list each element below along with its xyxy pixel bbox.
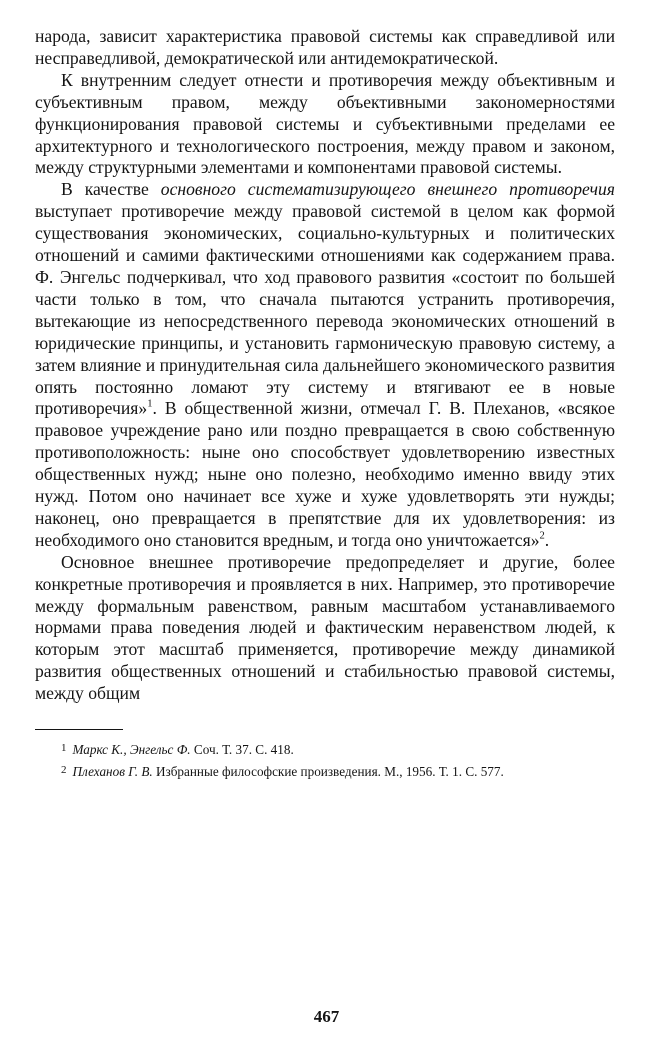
paragraph-4: Основное внешнее противоречие предопределяет и другие, более конкретные противоречия и проявляется в них. Например, это противоречие между формальным равенством, равным масштабом устанавливаемого нормами права поведения людей и фактическим неравенством людей, к которым этот масштаб применяется, противоречие между динамикой развития общественных отношений и стабильностью правовой системы, между общим xyxy=(35,551,615,704)
footnote-1-number: 1 xyxy=(61,742,67,755)
footnote-1-text: Соч. Т. 37. С. 418. xyxy=(190,742,294,758)
paragraph-3-end: . xyxy=(544,529,550,550)
footnote-1 xyxy=(35,740,615,758)
page-number: 467 xyxy=(313,1007,340,1026)
footnotes xyxy=(35,740,615,780)
footnote-divider xyxy=(35,729,123,730)
paragraph-3-text-b: . В общественной жизни, отмечал Г. В. Плеханов, «всякое правовое учреждение рано или поздно превращается в свою собственную противоположность: ныне оно способствует удовлетворению известных общественных нужд; ныне оно полезно, необходимо именно ввиду этих нужд. Потом оно начинает все хуже и хуже удовлетворять эти нужды; наконец, оно превращается в препятствие для их удовлетворения: из необходимого оно становится вредным, и тогда оно уничтожается» xyxy=(35,398,615,550)
paragraph-2: К внутренним следует отнести и противоречия между объективным и субъективным правом, между объективными закономерностями функционирования правовой системы и субъективными пределами ее архитектурного и технологического построения, между правом и законом, между структурными элементами и компонентами правовой системы. xyxy=(35,69,615,178)
footnote-2-author: Плеханов Г. В. xyxy=(72,764,153,780)
footnote-2-text: Избранные философские произведения. М., 1956. Т. 1. С. 577. xyxy=(152,764,504,780)
paragraph-3-emphasis: основного систематизирующего внешнего противоречия xyxy=(160,179,615,200)
footnote-ref-1: 1 xyxy=(147,399,153,411)
paragraph-3-text-a: выступает противоречие между правовой системой в целом как формой существования экономических, социально-культурных и политических отношений и самими фактическими отношениями как содержанием права. Ф. Энгельс подчеркивал, что ход правового развития «состоит по большей части только в том, что сначала пытаются устранить противоречия, вытекающие из непосредственного перевода экономических отношений в юридические принципы, и установить гармоническую правовую систему, а затем влияние и принудительная сила дальнейшего экономического развития опять постоянно ломают эту систему и втягивают ее в новые противоречия» xyxy=(35,201,615,419)
footnote-2-number: 2 xyxy=(61,764,67,777)
footnote-1-author: Маркс К., Энгельс Ф. xyxy=(72,742,191,758)
footnote-2 xyxy=(35,762,615,780)
paragraph-3 xyxy=(35,179,615,551)
page-content xyxy=(35,26,615,784)
paragraph-3-lead: В качестве xyxy=(61,179,161,200)
paragraph-1: народа, зависит характеристика правовой системы как справедливой или несправедливой, демократической или антидемократической. xyxy=(35,26,615,68)
body-text xyxy=(35,26,615,705)
footnote-ref-2: 2 xyxy=(539,530,545,542)
